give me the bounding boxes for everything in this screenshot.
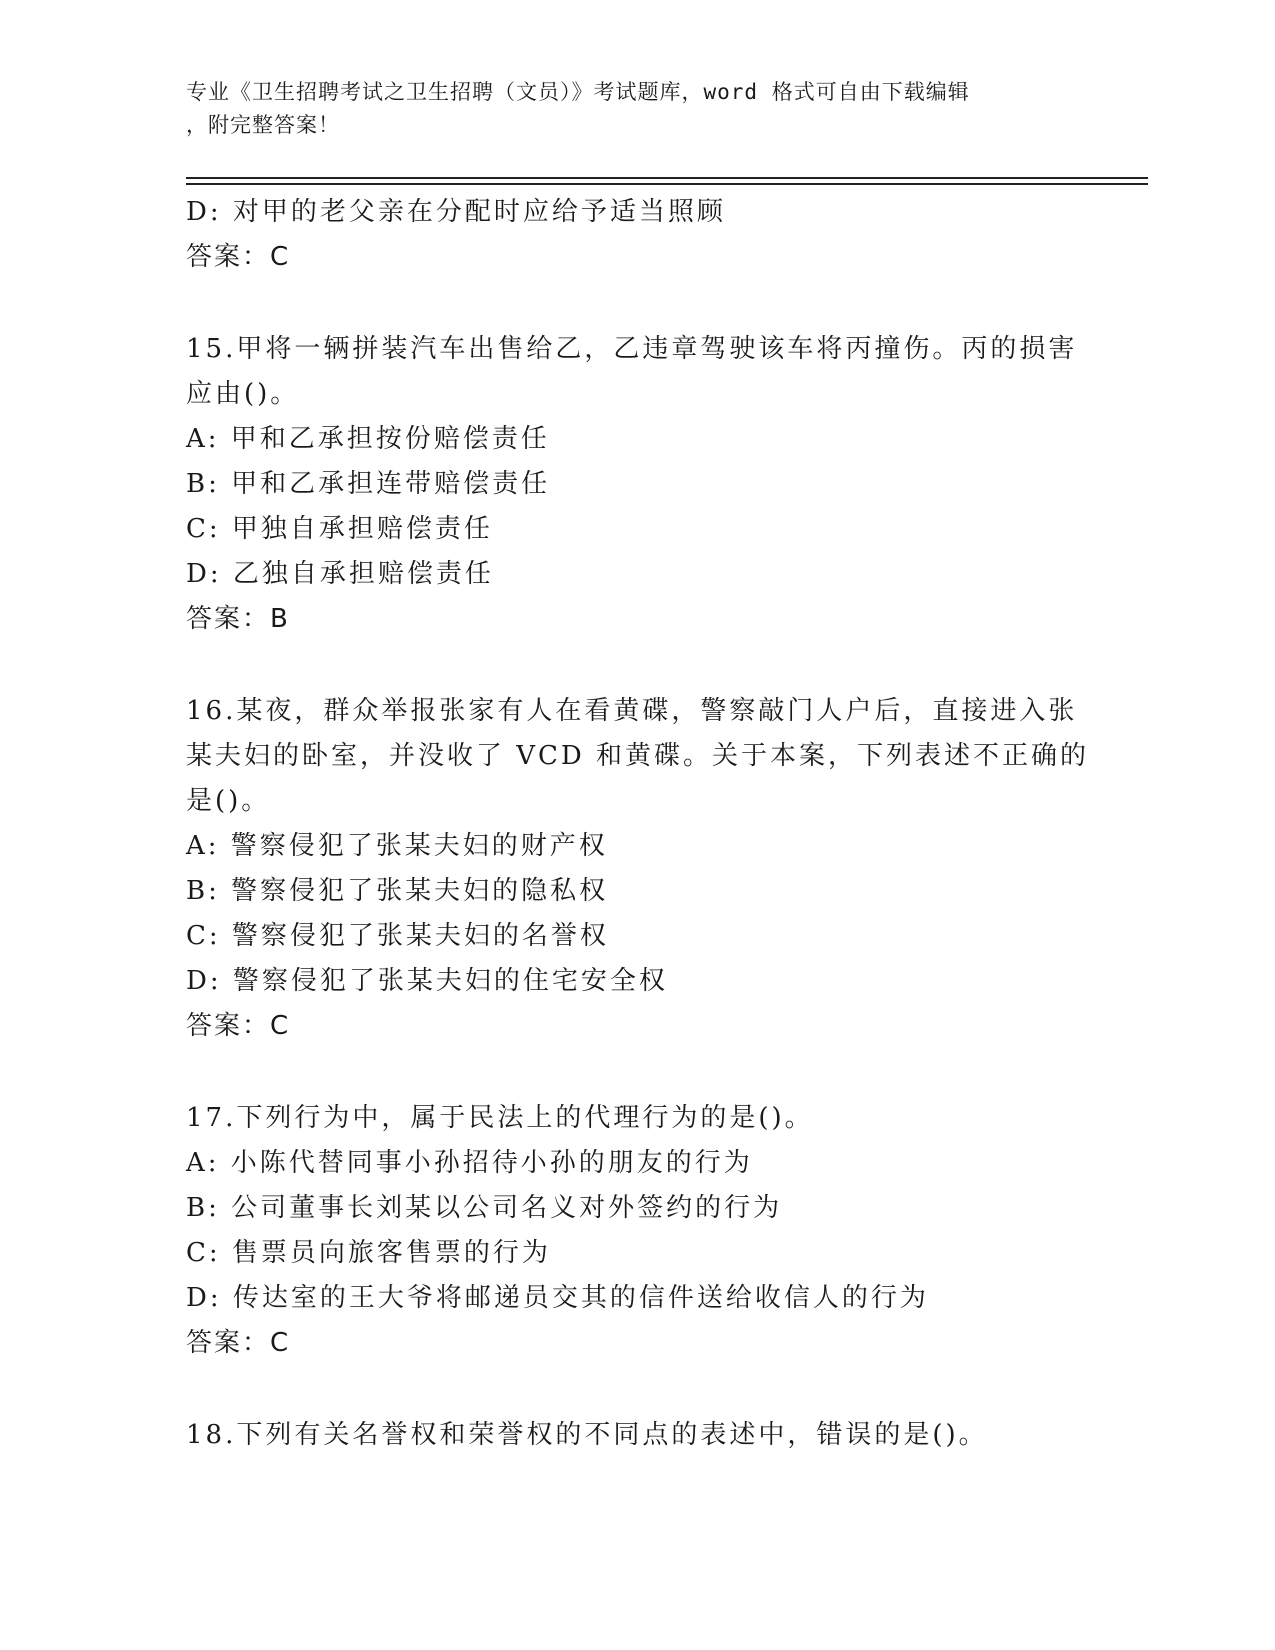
spacer [186, 1049, 1086, 1096]
option-b: B: 警察侵犯了张某夫妇的隐私权 [186, 876, 609, 906]
question-stem: 15.甲将一辆拼装汽车出售给乙，乙违章驾驶该车将丙撞伤。丙的损害 [186, 334, 1078, 364]
header-line-1: 专业《卫生招聘考试之卫生招聘（文员）》考试题库，word 格式可自由下载编辑 [186, 80, 970, 104]
option-a: A: 警察侵犯了张某夫妇的财产权 [186, 831, 608, 861]
spacer [186, 642, 1086, 689]
answer: 答案：B [186, 604, 290, 634]
question-stem: 某夫妇的卧室，并没收了 VCD 和黄碟。关于本案，下列表述不正确的 [186, 741, 1090, 771]
answer: 答案：C [186, 242, 291, 272]
option-d: D: 传达室的王大爷将邮递员交其的信件送给收信人的行为 [186, 1283, 929, 1313]
option-c: C: 警察侵犯了张某夫妇的名誉权 [186, 921, 609, 951]
option-b: B: 甲和乙承担连带赔偿责任 [186, 469, 551, 499]
question-17 [186, 1096, 1086, 1366]
document-body [186, 190, 1090, 1458]
spacer [186, 1366, 1086, 1413]
answer: 答案：C [186, 1328, 291, 1358]
question-14-tail [186, 190, 1086, 280]
question-18 [186, 1413, 1086, 1458]
header-divider-top [186, 177, 1148, 179]
question-stem: 17.下列行为中，属于民法上的代理行为的是()。 [186, 1103, 814, 1133]
question-16 [186, 689, 1090, 1049]
option-c: C: 甲独自承担赔偿责任 [186, 514, 493, 544]
option-d: D: 乙独自承担赔偿责任 [186, 559, 494, 589]
question-stem: 16.某夜，群众举报张家有人在看黄碟，警察敲门人户后，直接进入张 [186, 696, 1078, 726]
spacer [186, 280, 1086, 327]
question-stem: 应由()。 [186, 379, 300, 409]
option-d: D: 警察侵犯了张某夫妇的住宅安全权 [186, 966, 668, 996]
document-header [186, 76, 1056, 142]
question-stem: 18.下列有关名誉权和荣誉权的不同点的表述中，错误的是()。 [186, 1420, 988, 1450]
option-a: A: 甲和乙承担按份赔偿责任 [186, 424, 550, 454]
question-stem: 是()。 [186, 786, 271, 816]
answer: 答案：C [186, 1011, 291, 1041]
header-divider-bottom [186, 183, 1148, 185]
option-d: D: 对甲的老父亲在分配时应给予适当照顾 [186, 197, 726, 227]
question-15 [186, 327, 1086, 642]
option-a: A: 小陈代替同事小孙招待小孙的朋友的行为 [186, 1148, 753, 1178]
option-b: B: 公司董事长刘某以公司名义对外签约的行为 [186, 1193, 783, 1223]
option-c: C: 售票员向旅客售票的行为 [186, 1238, 551, 1268]
header-line-2: ，附完整答案！ [186, 113, 340, 137]
